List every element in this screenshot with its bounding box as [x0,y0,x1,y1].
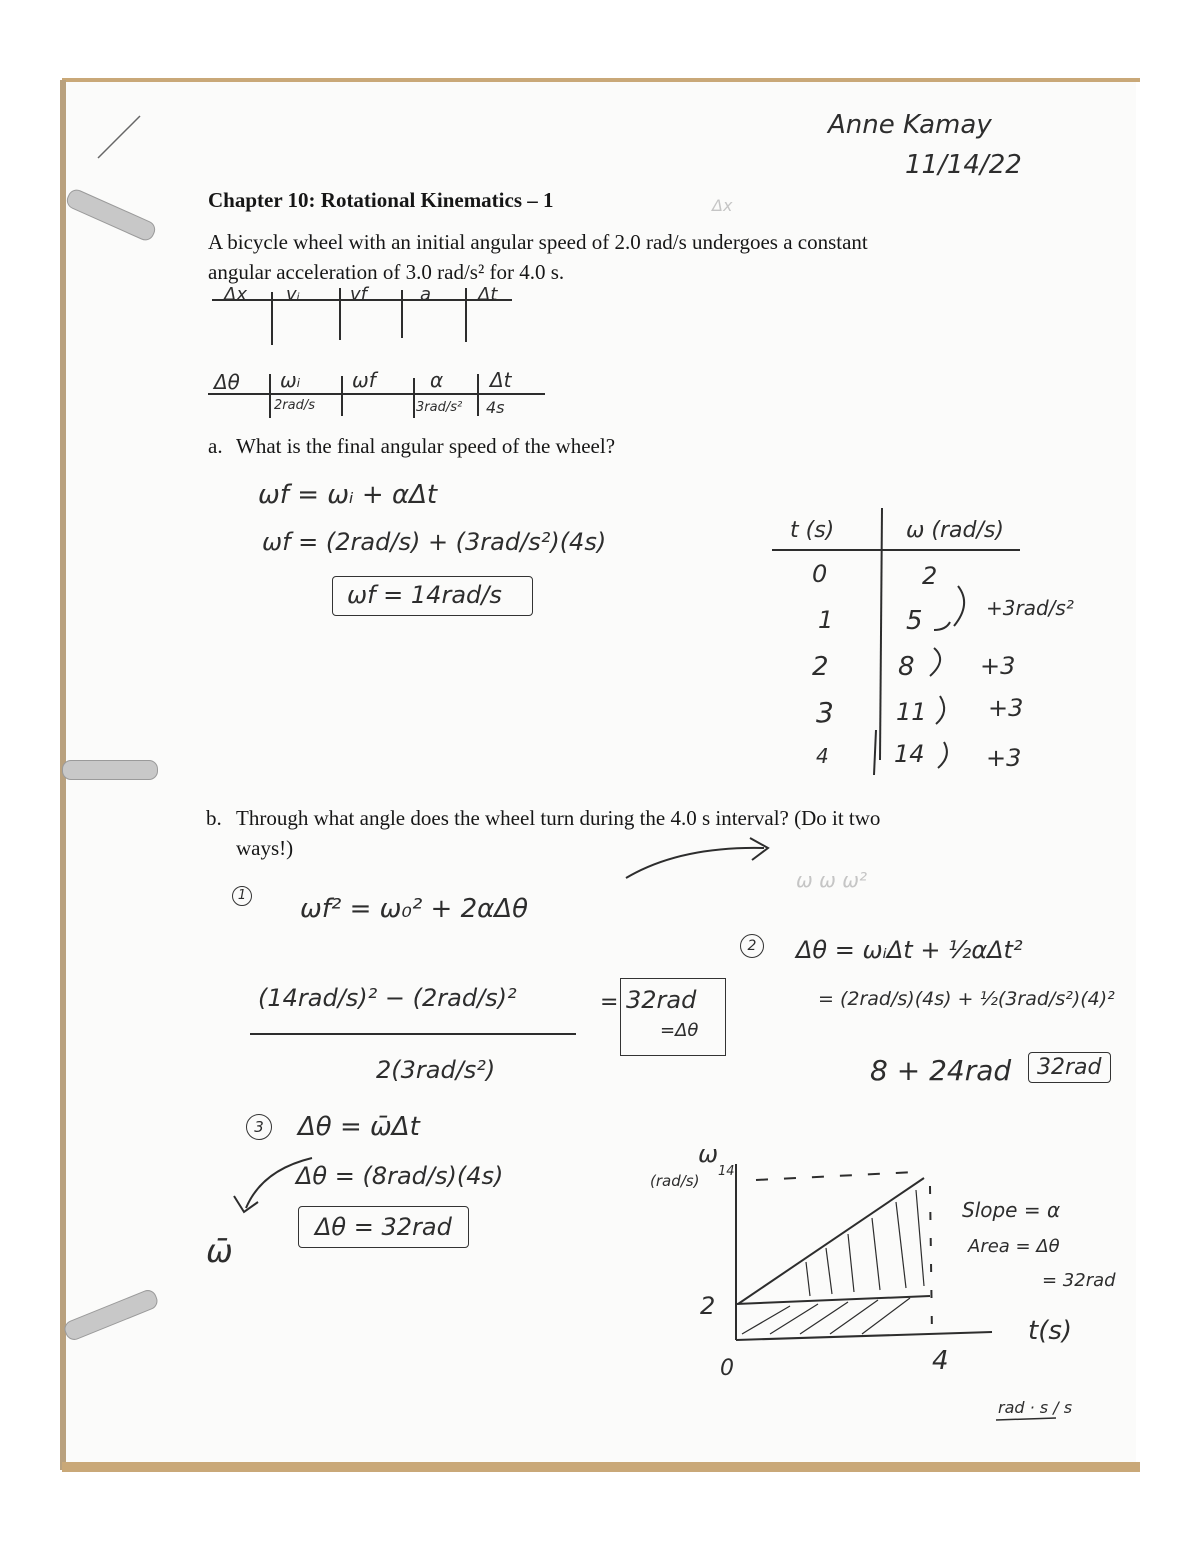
omega-bar-symbol: ω̄ [206,1232,233,1270]
linear-header-a: a [420,284,432,305]
part-a-question: What is the final angular speed of the wheel? [236,434,616,458]
graph-x-tick-4: 4 [932,1346,949,1376]
graph-note-slope: Slope = α [962,1198,1061,1222]
angular-value-wi: 2rad/s [274,398,315,413]
graph-y-label: ω [698,1140,719,1168]
student-name: Anne Kamay [828,110,992,140]
angular-header-dt: Δt [490,368,512,392]
part-b-label: b. [206,806,222,830]
method-3-answer-box: Δθ = 32rad [298,1206,469,1248]
method-1-equation: ωf² = ω₀² + 2αΔθ [300,894,528,924]
angular-header-wf: ωf [352,368,376,392]
part-a-answer-box: ωf = 14rad/s [332,576,533,616]
method-3-equation: Δθ = ω̄Δt [298,1112,420,1142]
method-1-marker: 1 [232,886,252,906]
method-1-denominator: 2(3rad/s²) [376,1056,496,1084]
omega-increment-2: +3 [980,652,1016,680]
linear-header-dx: Δx [224,284,247,305]
omega-table-w-3: 11 [896,698,927,726]
omega-table-t-4: 4 [816,744,829,768]
ghost-mark-top: Δx [712,196,733,215]
method-1-answer: 32rad [626,986,697,1014]
graph-y-units: (rad/s) [650,1172,700,1190]
linear-header-vf: vf [350,284,367,305]
student-date: 11/14/22 [905,150,1022,180]
linear-header-dt: Δt [478,284,498,305]
method-3-marker: 3 [246,1114,272,1140]
omega-table-w-4: 14 [894,740,925,768]
method-2-answer-box: 32rad [1028,1052,1111,1083]
method-2-substitution: = (2rad/s)(4s) + ½(3rad/s²)(4)² [818,988,1115,1010]
omega-increment-4: +3 [986,744,1022,772]
angular-header-wi: ωᵢ [280,368,301,392]
graph-x-label: t(s) [1028,1316,1073,1346]
angular-value-alpha: 3rad/s² [416,400,463,415]
graph-note-area-value: = 32rad [1042,1270,1116,1291]
method-1-answer-dtheta: =Δθ [660,1020,699,1041]
omega-increment-1: +3rad/s² [986,596,1074,620]
method-1-numerator: (14rad/s)² − (2rad/s)² [258,984,517,1012]
method-1-equals: = [600,990,619,1015]
omega-table-t-1: 1 [818,606,834,634]
omega-table-header-t: t (s) [790,518,835,543]
chapter-title: Chapter 10: Rotational Kinematics – 1 [208,188,554,212]
method-2-sum: 8 + 24rad [870,1054,1012,1087]
problem-line-1: A bicycle wheel with an initial angular speed of 2.0 rad/s undergoes a constant [208,230,868,254]
problem-line-2: angular acceleration of 3.0 rad/s² for 4.0 s. [208,260,565,284]
graph-y-tick-2: 2 [700,1292,716,1320]
angular-value-dt: 4s [486,398,505,417]
linear-header-vi: vᵢ [286,284,300,305]
part-b-question-line-2: ways!) [236,836,294,860]
graph-y-tick-14: 14 [718,1164,735,1179]
omega-increment-3: +3 [988,694,1024,722]
omega-table-t-2: 2 [812,652,829,682]
omega-table-t-0: 0 [812,560,828,588]
part-a-substitution: ωf = (2rad/s) + (3rad/s²)(4s) [262,528,607,556]
omega-table-w-2: 8 [898,652,915,682]
omega-table-header-w: ω (rad/s) [906,518,1004,543]
omega-table-t-3: 3 [816,696,834,729]
omega-table-w-0: 2 [922,562,938,590]
method-2-marker: 2 [740,934,764,958]
graph-note-area: Area = Δθ [968,1236,1060,1257]
part-a-equation: ωf = ωᵢ + αΔt [258,480,438,510]
omega-table-w-1: 5 [906,606,923,636]
graph-unit-note: rad · s / s [998,1398,1073,1417]
angular-header-dtheta: Δθ [214,370,240,394]
ghost-mark-middle: ω ω ω² [796,868,867,892]
part-a-label: a. [208,434,223,458]
angular-header-alpha: α [430,368,444,392]
graph-origin-label: 0 [720,1356,734,1381]
part-b-question-line-1: Through what angle does the wheel turn during the 4.0 s interval? (Do it two [236,806,881,830]
method-2-equation: Δθ = ωᵢΔt + ½αΔt² [796,936,1023,964]
method-3-substitution: Δθ = (8rad/s)(4s) [296,1162,504,1190]
